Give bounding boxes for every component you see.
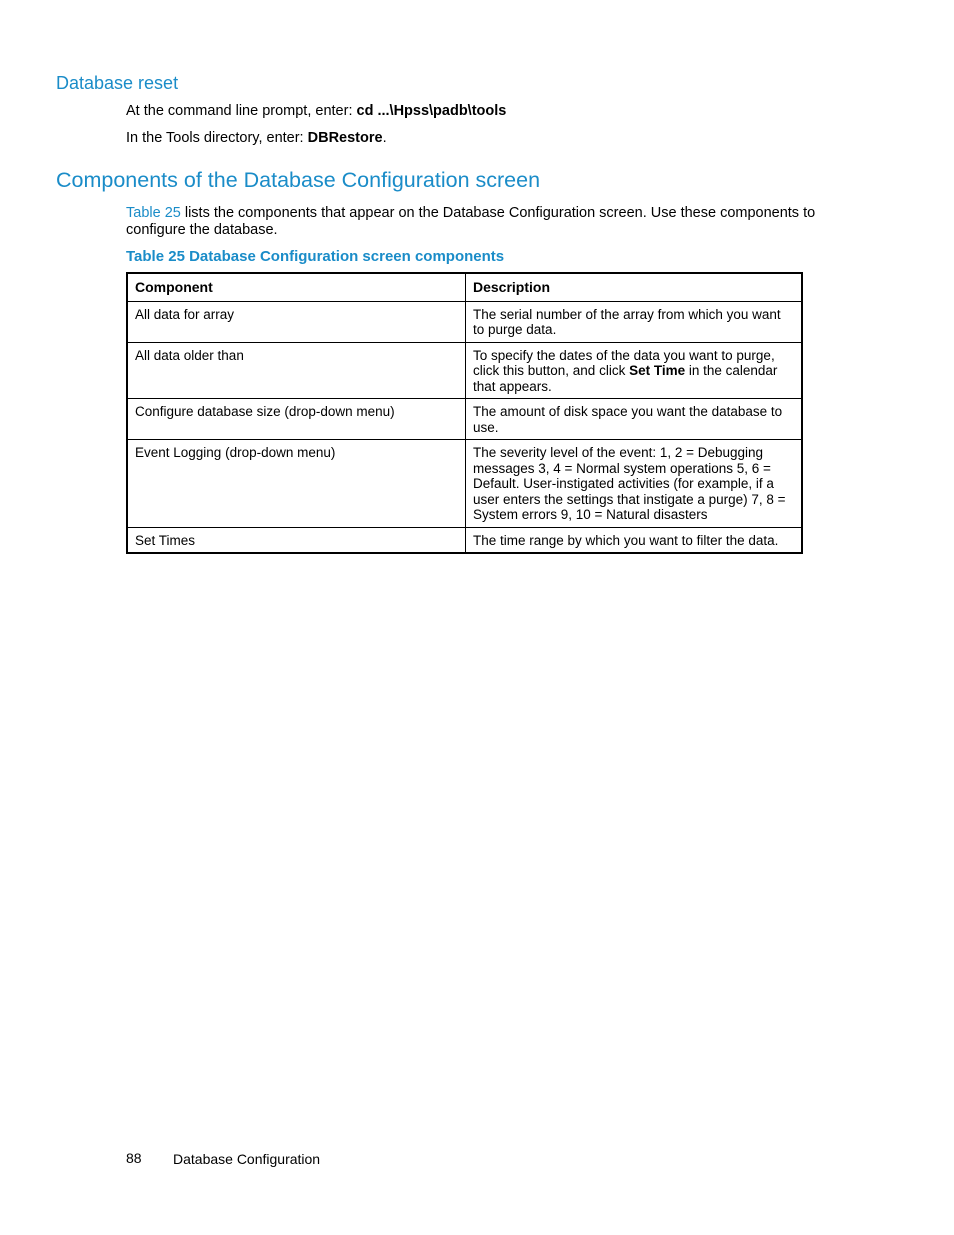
description-cell xyxy=(466,342,803,399)
section-heading-database-reset: Database reset xyxy=(56,73,179,93)
instruction-text: At the command line prompt, enter: xyxy=(126,103,357,119)
instruction-line-command-prompt xyxy=(126,103,506,120)
table-row xyxy=(127,301,802,342)
table-caption: Table 25 Database Configuration screen components xyxy=(126,248,505,265)
components-table xyxy=(126,272,803,554)
instruction-text: In the Tools directory, enter: xyxy=(126,130,308,146)
component-cell: Event Logging (drop-down menu) xyxy=(127,440,466,528)
component-cell: Configure database size (drop-down menu) xyxy=(127,399,466,440)
description-text: in the calendar that appears. xyxy=(473,363,778,394)
column-header-component: Component xyxy=(127,273,466,301)
footer-title: Database Configuration xyxy=(173,1151,321,1167)
description-bold-term: Set Time xyxy=(629,363,686,378)
table-row xyxy=(127,342,802,399)
intro-text: lists the components that appear on the Database Configuration screen. Use these components to configure the database. xyxy=(126,205,816,238)
component-cell: All data for array xyxy=(127,301,466,342)
description-cell: The serial number of the array from which you want to purge data. xyxy=(466,301,803,342)
section-heading-components: Components of the Database Configuration screen xyxy=(56,168,541,192)
sentence-end: . xyxy=(382,130,387,146)
column-header-description: Description xyxy=(466,273,803,301)
table-row xyxy=(127,440,802,528)
table-row xyxy=(127,527,802,553)
component-cell: All data older than xyxy=(127,342,466,399)
command-code: DBRestore xyxy=(307,130,383,146)
component-cell: Set Times xyxy=(127,527,466,553)
instruction-line-tools-directory xyxy=(126,130,387,147)
description-cell: The severity level of the event: 1, 2 = Debugging messages 3, 4 = Normal system operations 5, 6 = Default. User-instigated activities (for example, if a user enters the settings that instigate a purge) 7, 8 = System errors 9, 10 = Natural disasters xyxy=(466,440,803,528)
table-row xyxy=(127,399,802,440)
description-text: To specify the dates of the data you want to purge, click this button, and click xyxy=(473,347,775,378)
description-cell: The time range by which you want to filter the data. xyxy=(466,527,803,553)
table-cross-reference-link[interactable]: Table 25 xyxy=(126,205,181,221)
description-cell: The amount of disk space you want the database to use. xyxy=(466,399,803,440)
page-number: 88 xyxy=(126,1150,142,1166)
command-code: cd ...\Hpss\padb\tools xyxy=(356,103,507,119)
table-header-row xyxy=(127,273,802,301)
intro-paragraph xyxy=(126,205,836,239)
